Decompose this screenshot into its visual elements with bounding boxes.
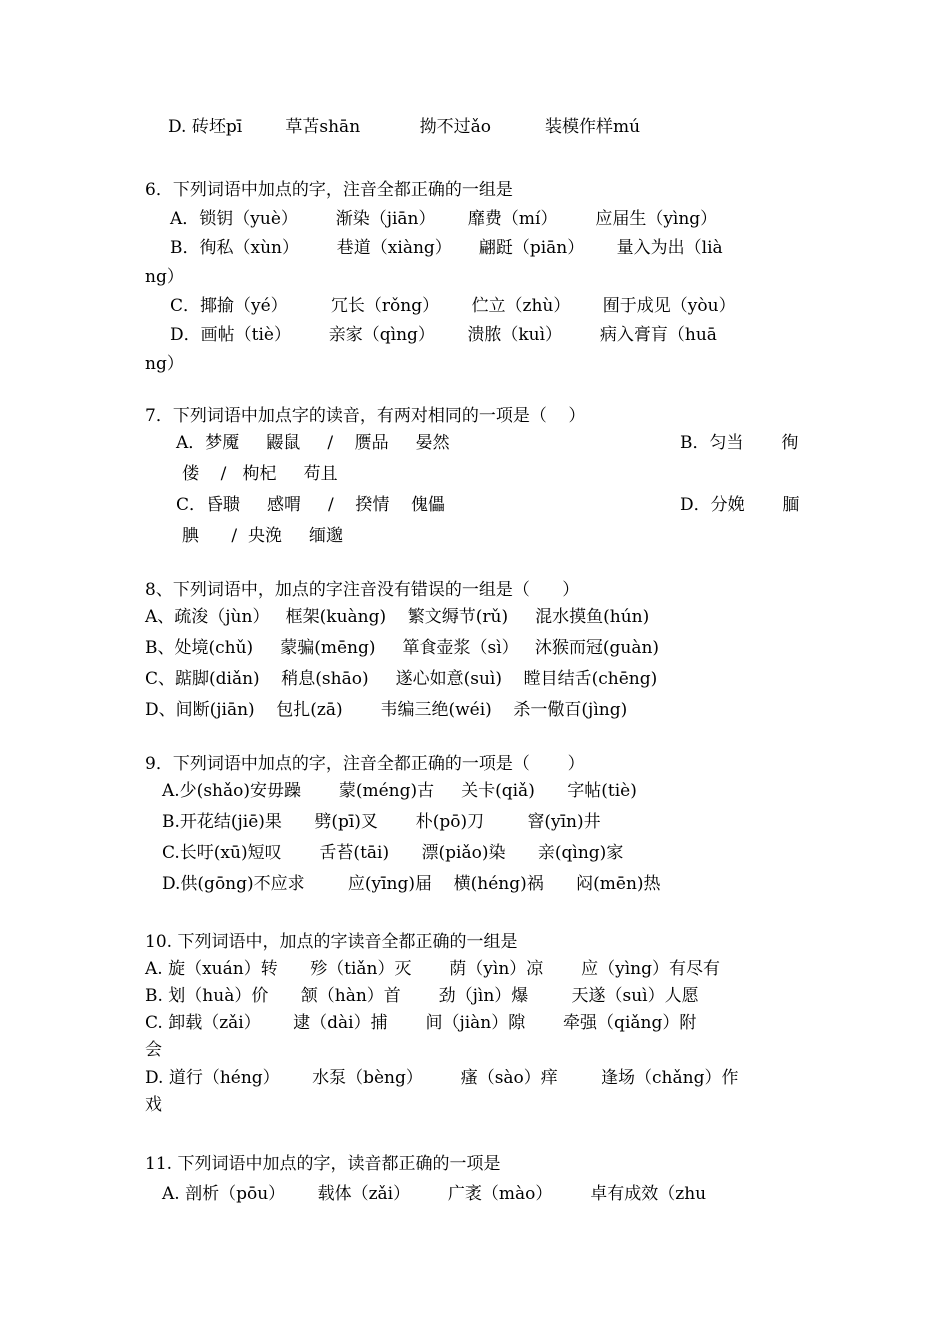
q7-stem: 7．下列词语中加点字的读音，有两对相同的一项是（ ） [145, 406, 586, 426]
q8-option-c: C、踮脚(diǎn) 稍息(shāo) 遂心如意(suì) 瞠目结舌(chēng) [145, 669, 658, 689]
q8-option-b: B、处境(chǔ) 蒙骗(mēng) 箪食壶浆（sì） 沐猴而冠(guàn) [145, 638, 660, 658]
q9-option-d: D.供(gōng)不应求 应(yīng)届 横(héng)祸 闷(mēn)热 [162, 874, 661, 894]
q7-option-b: B．匀当 徇 [680, 433, 799, 453]
q10-stem: 10. 下列词语中，加点的字读音全都正确的一组是 [145, 932, 518, 952]
q9-option-a: A.少(shǎo)安毋躁 蒙(méng)古 关卡(qiǎ) 字帖(tiè) [162, 781, 637, 801]
q10-option-c: C. 卸载（zǎi） 逮（dài）捕 间（jiàn）隙 牵强（qiǎng）附 [145, 1013, 697, 1033]
q6-option-d: D．画帖（tiè） 亲家（qìng） 溃脓（kuì） 病入膏肓（huā [170, 325, 717, 345]
q7-option-d: D．分娩 腼 [680, 495, 800, 515]
q7-option-a: A．梦魇 鼹鼠 / 赝品 晏然 [176, 433, 450, 453]
q6-option-b-wrap: ng） [145, 267, 184, 287]
q10-option-a: A. 旋（xuán）转 殄（tiǎn）灭 荫（yìn）凉 应（yìng）有尽有 [145, 959, 720, 979]
q6-option-b: B．徇私（xùn） 巷道（xiàng） 翩跹（piān） 量入为出（lià [170, 238, 723, 258]
q8-option-d: D、间断(jiān) 包扎(zā) 韦编三绝(wéi) 杀一儆百(jìng) [145, 700, 628, 720]
q6-option-a: A．锁钥（yuè） 渐染（jiān） 靡费（mí） 应届生（yìng） [170, 209, 718, 229]
q6-option-c: C．揶揄（yé） 冗长（rǒng） 伫立（zhù） 囿于成见（yòu） [170, 296, 736, 316]
q8-option-a: A、疏浚（jùn） 框架(kuàng) 繁文缛节(rǔ) 混水摸鱼(hún) [145, 607, 650, 627]
q5-option-d: D. 砖坯pī 草苫shān 拗不过ǎo 装模作样mú [168, 117, 641, 137]
q7-option-b-wrap: 偻 / 枸杞 苟且 [182, 464, 338, 484]
q8-stem: 8、下列词语中，加点的字注音没有错误的一组是（ ） [145, 580, 580, 600]
q6-option-d-wrap: ng） [145, 354, 184, 374]
q9-stem: 9．下列词语中加点的字，注音全都正确的一项是（ ） [145, 754, 585, 774]
q10-option-c-wrap: 会 [145, 1040, 162, 1060]
q11-option-a: A. 剖析（pōu） 载体（zǎi） 广袤（mào） 卓有成效（zhu [162, 1184, 707, 1204]
q7-option-d-wrap: 腆 / 央浼 缅邈 [182, 526, 343, 546]
q9-option-b: B.开花结(jiē)果 劈(pī)叉 朴(pō)刀 窨(yīn)井 [162, 812, 601, 832]
q10-option-d: D. 道行（héng） 水泵（bèng） 瘙（sào）痒 逢场（chǎng）作 [145, 1068, 739, 1088]
q10-option-b: B. 划（huà）价 颔（hàn）首 劲（jìn）爆 天遂（suì）人愿 [145, 986, 699, 1006]
q7-option-c: C．昏聩 感喟 / 揆情 傀儡 [176, 495, 446, 515]
q11-stem: 11. 下列词语中加点的字，读音都正确的一项是 [145, 1154, 501, 1174]
q10-option-d-wrap: 戏 [145, 1095, 162, 1115]
q9-option-c: C.长吁(xū)短叹 舌苔(tāi) 漂(piǎo)染 亲(qìng)家 [162, 843, 624, 863]
q6-stem: 6．下列词语中加点的字，注音全都正确的一组是 [145, 180, 513, 200]
